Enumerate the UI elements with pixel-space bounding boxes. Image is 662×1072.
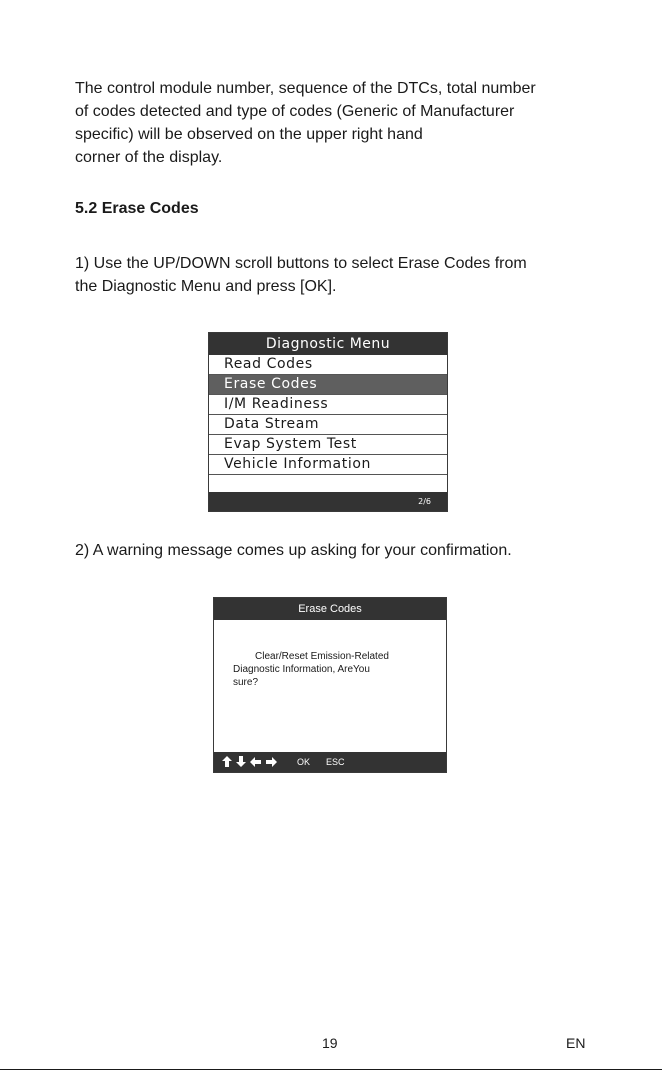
menu-page-indicator: 2/6 — [418, 497, 431, 506]
step-1-line: 1) Use the UP/DOWN scroll buttons to select Erase Codes from — [75, 255, 527, 272]
message-line: Clear/Reset Emission-Related — [255, 651, 389, 662]
arrows-svg — [222, 756, 280, 768]
menu-item-im-readiness[interactable]: I/M Readiness — [209, 395, 447, 415]
page-number: 19 — [322, 1035, 338, 1051]
diagnostic-menu-title: Diagnostic Menu — [209, 333, 447, 355]
bottom-divider — [0, 1069, 662, 1070]
esc-button-label[interactable]: ESC — [326, 757, 345, 767]
up-arrow-icon — [222, 756, 232, 767]
diagnostic-menu-screen — [208, 332, 448, 512]
message-line: sure? — [233, 677, 259, 688]
intro-line: The control module number, sequence of the DTCs, total number — [75, 80, 536, 97]
language-code: EN — [566, 1035, 586, 1051]
intro-line: corner of the display. — [75, 149, 223, 166]
down-arrow-icon — [236, 756, 246, 767]
diagnostic-menu-footer — [209, 492, 447, 511]
menu-item-data-stream[interactable]: Data Stream — [209, 415, 447, 435]
confirmation-message — [233, 650, 433, 689]
ok-button-label[interactable]: OK — [297, 757, 311, 767]
arrow-keys-icon — [222, 752, 280, 772]
left-arrow-icon — [250, 757, 261, 767]
step-1-line: the Diagnostic Menu and press [OK]. — [75, 278, 337, 295]
menu-item-evap-system-test[interactable]: Evap System Test — [209, 435, 447, 455]
intro-line: of codes detected and type of codes (Generic of Manufacturer — [75, 103, 515, 120]
intro-line: specific) will be observed on the upper right hand — [75, 126, 423, 143]
section-heading: 5.2 Erase Codes — [75, 200, 199, 217]
message-line: Diagnostic Information, AreYou — [233, 664, 370, 675]
step-2-line: 2) A warning message comes up asking for your confirmation. — [75, 542, 512, 559]
step-2-paragraph — [75, 539, 635, 562]
erase-screen-footer — [214, 752, 446, 772]
right-arrow-icon — [266, 757, 277, 767]
menu-item-erase-codes[interactable]: Erase Codes — [209, 375, 447, 395]
menu-item-vehicle-information[interactable]: Vehicle Information — [209, 455, 447, 475]
intro-paragraph — [75, 77, 635, 169]
step-1-paragraph — [75, 252, 635, 298]
erase-codes-screen — [213, 597, 447, 773]
menu-item-read-codes[interactable]: Read Codes — [209, 355, 447, 375]
erase-screen-title: Erase Codes — [214, 598, 446, 620]
